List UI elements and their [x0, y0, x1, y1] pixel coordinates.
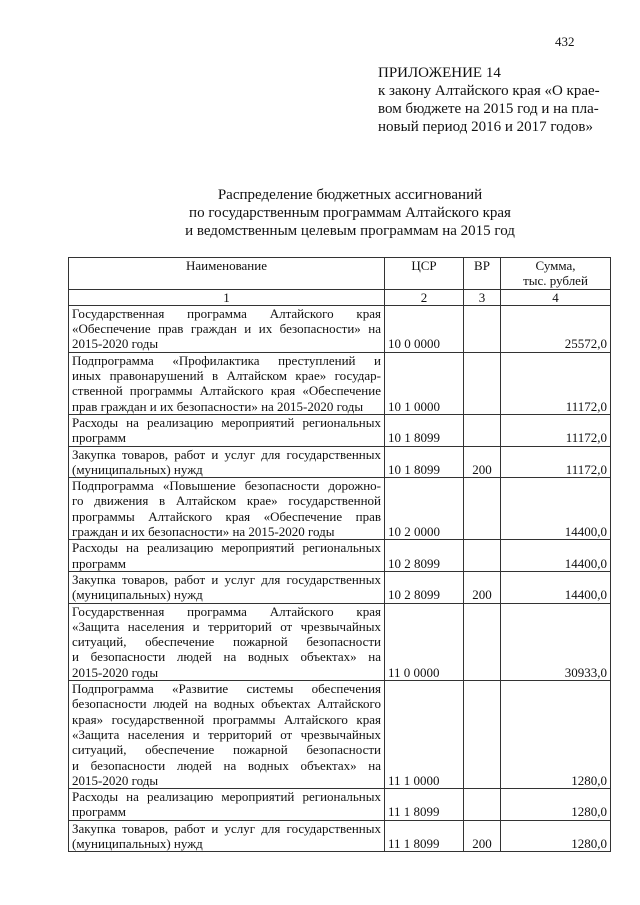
- col-number: 4: [501, 289, 611, 305]
- name-line: «Защита населения и территорий от чрезвычайных: [72, 726, 381, 742]
- header-csr: ЦСР: [385, 258, 464, 290]
- col-number: 3: [464, 289, 501, 305]
- table-row: [69, 571, 611, 603]
- name-line: Расходы на реализацию мероприятий региональных: [72, 789, 381, 805]
- row-name: [69, 446, 385, 478]
- appendix-line: новый период 2016 и 2017 годов»: [378, 119, 593, 135]
- header-sum: [501, 258, 611, 290]
- row-name: [69, 478, 385, 540]
- table-body: [69, 305, 611, 851]
- name-line: Закупка товаров, работ и услуг для государственных: [72, 446, 381, 462]
- name-line: Подпрограмма «Повышение безопасности дорожно-: [72, 478, 381, 494]
- table-row: [69, 414, 611, 446]
- header-sum-line1: Сумма,: [535, 258, 576, 273]
- table-row: [69, 789, 611, 821]
- name-line: прав граждан и их безопасности» на 2015-2020 годы: [72, 398, 364, 414]
- name-line: и безопасности людей на водных объектах» на: [72, 649, 381, 665]
- name-line: (муниципальных) нужд: [72, 835, 203, 851]
- appendix-line: вом бюджете на 2015 год и на пла-: [378, 101, 599, 117]
- row-name: [69, 789, 385, 821]
- row-sum: 14400,0: [501, 540, 611, 572]
- name-line: края» государственной программы Алтайского края: [72, 711, 381, 727]
- header-vr: ВР: [464, 258, 501, 290]
- row-name: [69, 681, 385, 789]
- row-vr: [464, 352, 501, 414]
- table-row: [69, 603, 611, 680]
- row-sum: 14400,0: [501, 571, 611, 603]
- table-row: [69, 305, 611, 352]
- appendix-block: [378, 64, 600, 136]
- row-name: [69, 352, 385, 414]
- row-sum: 1280,0: [501, 820, 611, 852]
- document-title: [100, 186, 600, 240]
- table-row: [69, 820, 611, 852]
- header-name: Наименование: [69, 258, 385, 290]
- budget-table: [68, 257, 611, 852]
- name-line: и безопасности людей на водных объектах» на: [72, 757, 381, 773]
- name-line: Закупка товаров, работ и услуг для государственных: [72, 820, 381, 836]
- row-vr: [464, 789, 501, 821]
- row-csr: 10 2 8099: [385, 540, 464, 572]
- row-csr: 10 1 0000: [385, 352, 464, 414]
- title-line: и ведомственным целевым программам на 2015 год: [185, 223, 515, 239]
- name-line: Подпрограмма «Развитие системы обеспечения: [72, 681, 381, 697]
- row-csr: 11 0 0000: [385, 603, 464, 680]
- header-sum-line2: тыс. рублей: [523, 273, 588, 289]
- name-line: программ: [72, 430, 127, 446]
- row-vr: [464, 478, 501, 540]
- name-line: программ: [72, 555, 127, 571]
- name-line: программы Алтайского края «Обеспечение прав: [72, 508, 381, 524]
- table-row: [69, 478, 611, 540]
- name-line: «Защита населения и территорий от чрезвычайных: [72, 618, 381, 634]
- name-line: Государственная программа Алтайского края: [72, 603, 381, 619]
- row-csr: 10 1 8099: [385, 446, 464, 478]
- name-line: 2015-2020 годы: [72, 664, 159, 680]
- row-name: [69, 820, 385, 852]
- name-line: безопасности людей на водных объектах Алтайского: [72, 696, 381, 712]
- row-sum: 11172,0: [501, 352, 611, 414]
- name-line: го движения в Алтайском крае» государственной: [72, 493, 381, 509]
- row-csr: 11 1 8099: [385, 820, 464, 852]
- name-line: 2015-2020 годы: [72, 772, 159, 788]
- row-vr: 200: [464, 446, 501, 478]
- row-vr: [464, 305, 501, 352]
- name-line: Закупка товаров, работ и услуг для государственных: [72, 571, 381, 587]
- col-number: 1: [69, 289, 385, 305]
- column-number-row: [69, 289, 611, 305]
- name-line: Подпрограмма «Профилактика преступлений и: [72, 352, 381, 368]
- row-sum: 1280,0: [501, 789, 611, 821]
- appendix-line: к закону Алтайского края «О крае-: [378, 83, 600, 99]
- name-line: программ: [72, 804, 127, 820]
- row-sum: 30933,0: [501, 603, 611, 680]
- table-row: [69, 681, 611, 789]
- row-vr: 200: [464, 820, 501, 852]
- row-sum: 11172,0: [501, 446, 611, 478]
- row-vr: [464, 603, 501, 680]
- row-name: [69, 414, 385, 446]
- name-line: Расходы на реализацию мероприятий региональных: [72, 414, 381, 430]
- title-line: по государственным программам Алтайского края: [189, 205, 511, 221]
- row-sum: 25572,0: [501, 305, 611, 352]
- name-line: (муниципальных) нужд: [72, 461, 203, 477]
- name-line: Государственная программа Алтайского края: [72, 305, 381, 321]
- row-csr: 10 0 0000: [385, 305, 464, 352]
- table-row: [69, 446, 611, 478]
- name-line: ситуаций, обеспечение пожарной безопасности: [72, 634, 381, 650]
- row-csr: 11 1 8099: [385, 789, 464, 821]
- row-vr: [464, 414, 501, 446]
- row-vr: [464, 681, 501, 789]
- name-line: (муниципальных) нужд: [72, 587, 203, 603]
- row-sum: 1280,0: [501, 681, 611, 789]
- row-csr: 10 1 8099: [385, 414, 464, 446]
- title-line: Распределение бюджетных ассигнований: [217, 187, 483, 203]
- row-name: [69, 305, 385, 352]
- row-sum: 11172,0: [501, 414, 611, 446]
- name-line: «Обеспечение прав граждан и их безопасности» на: [72, 321, 381, 337]
- row-name: [69, 540, 385, 572]
- appendix-title: ПРИЛОЖЕНИЕ 14: [378, 65, 501, 81]
- page-number: 432: [555, 34, 575, 49]
- row-csr: 11 1 0000: [385, 681, 464, 789]
- row-sum: 14400,0: [501, 478, 611, 540]
- col-number: 2: [385, 289, 464, 305]
- row-vr: [464, 540, 501, 572]
- row-name: [69, 571, 385, 603]
- name-line: Расходы на реализацию мероприятий региональных: [72, 540, 381, 556]
- row-name: [69, 603, 385, 680]
- table-row: [69, 540, 611, 572]
- name-line: иных правонарушений в Алтайском крае» государ-: [72, 368, 381, 384]
- row-csr: 10 2 0000: [385, 478, 464, 540]
- name-line: ситуаций, обеспечение пожарной безопасности: [72, 742, 381, 758]
- name-line: ственной программы Алтайского края «Обеспечение: [72, 383, 381, 399]
- row-csr: 10 2 8099: [385, 571, 464, 603]
- name-line: граждан и их безопасности» на 2015-2020 годы: [72, 524, 335, 540]
- name-line: 2015-2020 годы: [72, 336, 159, 352]
- table-header-row: [69, 258, 611, 290]
- table-row: [69, 352, 611, 414]
- row-vr: 200: [464, 571, 501, 603]
